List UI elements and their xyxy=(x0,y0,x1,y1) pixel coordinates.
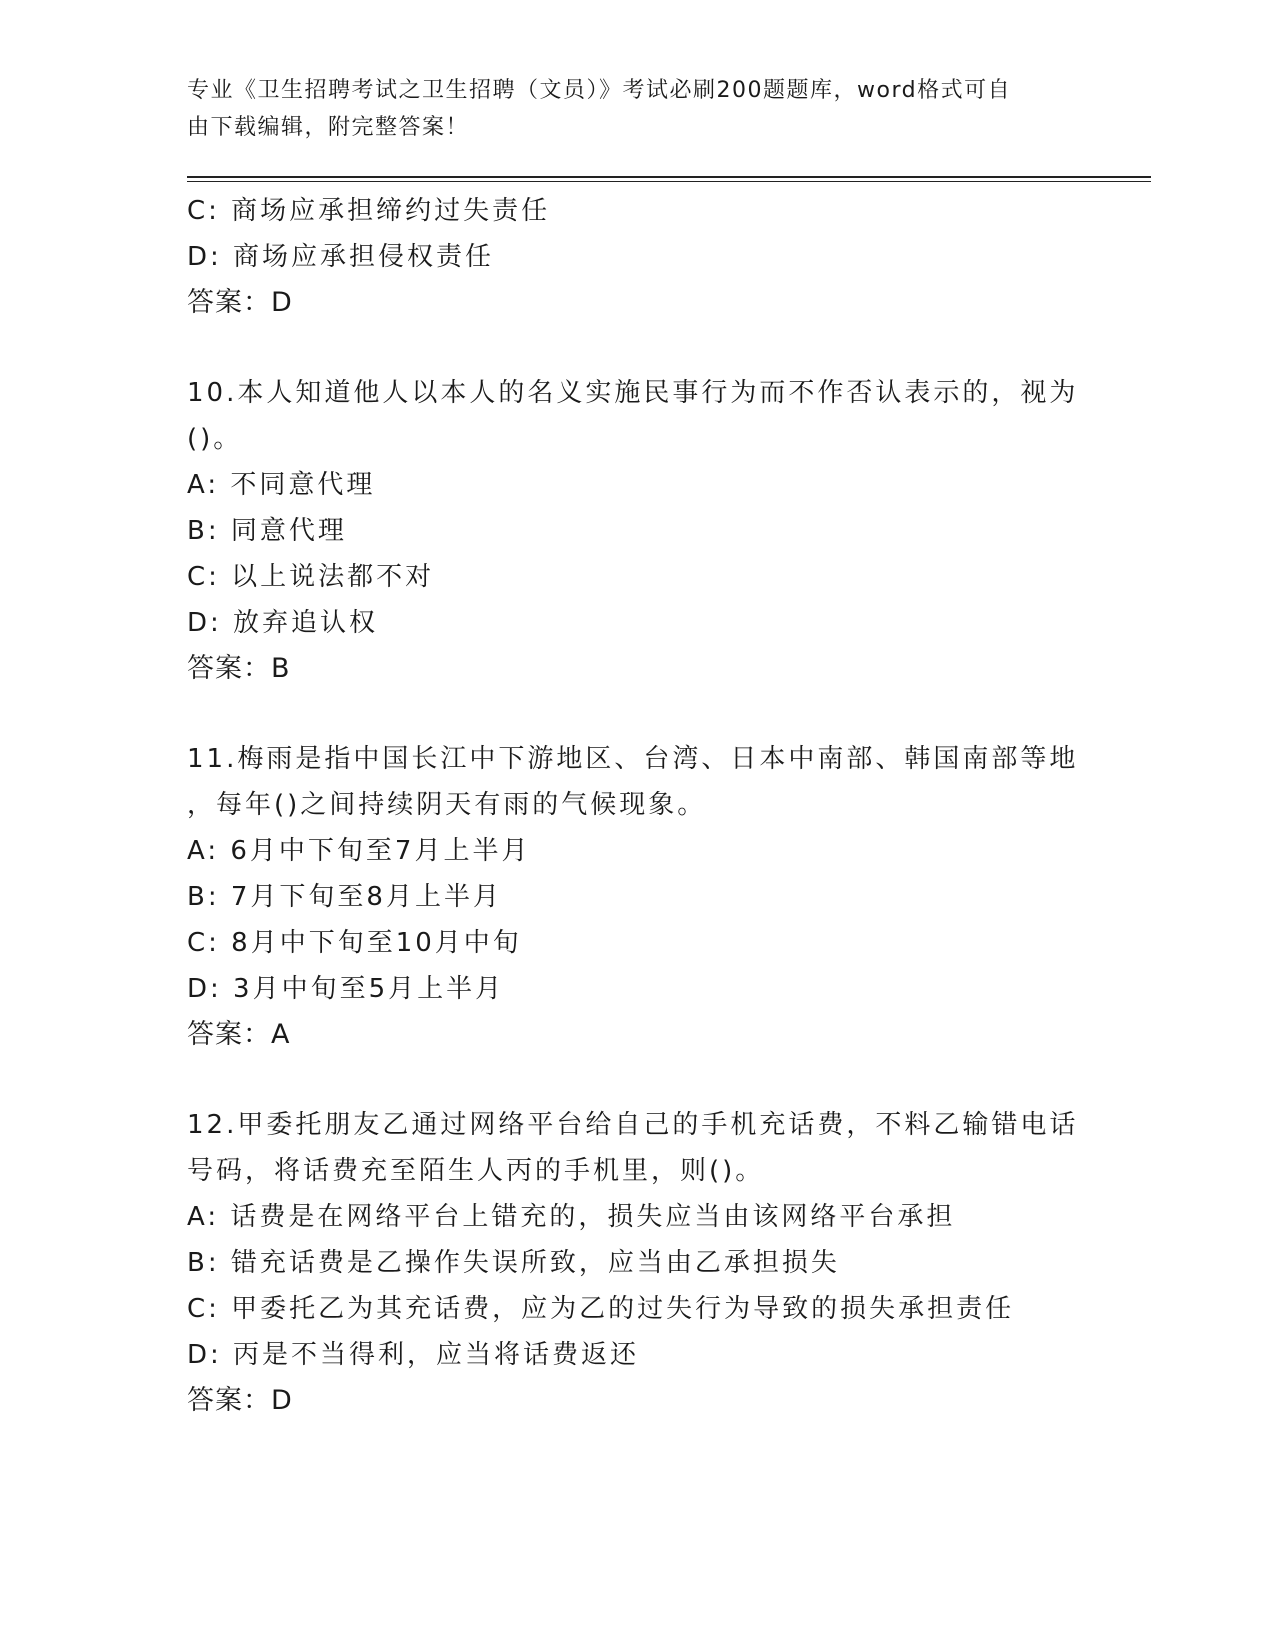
option-c: C: 以上说法都不对 xyxy=(187,562,435,592)
option-d: D: 放弃追认权 xyxy=(187,608,379,638)
question-block-11 xyxy=(187,736,1087,1058)
option-c: C: 商场应承担缔约过失责任 xyxy=(187,196,551,226)
question-text-line-1: 10.本人知道他人以本人的名义实施民事行为而不作否认表示的，视为 xyxy=(187,378,1079,408)
answer-line: 答案：D xyxy=(187,287,293,318)
option-a: A: 6月中下旬至7月上半月 xyxy=(187,836,531,866)
option-d: D: 商场应承担侵权责任 xyxy=(187,242,495,272)
option-b: B: 错充话费是乙操作失误所致，应当由乙承担损失 xyxy=(187,1248,840,1278)
question-text-line-1: 12.甲委托朋友乙通过网络平台给自己的手机充话费，不料乙输错电话 xyxy=(187,1110,1079,1140)
option-d: D: 3月中旬至5月上半月 xyxy=(187,974,505,1004)
question-block-12 xyxy=(187,1102,1087,1424)
option-b: B: 同意代理 xyxy=(187,516,347,546)
option-d: D: 丙是不当得利，应当将话费返还 xyxy=(187,1340,640,1370)
answer-line: 答案：B xyxy=(187,653,291,684)
question-list xyxy=(187,188,1087,1424)
question-text-line-2: 号码，将话费充至陌生人丙的手机里，则()。 xyxy=(187,1156,765,1186)
header-line-1: 专业《卫生招聘考试之卫生招聘（文员）》考试必刷200题题库，word格式可自 xyxy=(187,78,1012,103)
question-block-10 xyxy=(187,370,1087,692)
question-text-line-1: 11.梅雨是指中国长江中下游地区、台湾、日本中南部、韩国南部等地 xyxy=(187,744,1079,774)
option-c: C: 甲委托乙为其充话费，应为乙的过失行为导致的损失承担责任 xyxy=(187,1294,1015,1324)
question-text-line-2: ()。 xyxy=(187,424,243,454)
answer-line: 答案：A xyxy=(187,1019,291,1050)
header-line-2: 由下载编辑，附完整答案！ xyxy=(187,115,470,140)
option-a: A: 不同意代理 xyxy=(187,470,376,500)
header-divider-thin xyxy=(187,181,1151,182)
question-block-9 xyxy=(187,188,1087,326)
option-c: C: 8月中下旬至10月中旬 xyxy=(187,928,522,958)
question-text-line-2: ，每年()之间持续阴天有雨的气候现象。 xyxy=(187,790,707,820)
option-a: A: 话费是在网络平台上错充的，损失应当由该网络平台承担 xyxy=(187,1202,956,1232)
document-header xyxy=(187,72,1067,146)
header-divider-thick xyxy=(187,176,1151,178)
option-b: B: 7月下旬至8月上半月 xyxy=(187,882,502,912)
answer-line: 答案：D xyxy=(187,1385,293,1416)
